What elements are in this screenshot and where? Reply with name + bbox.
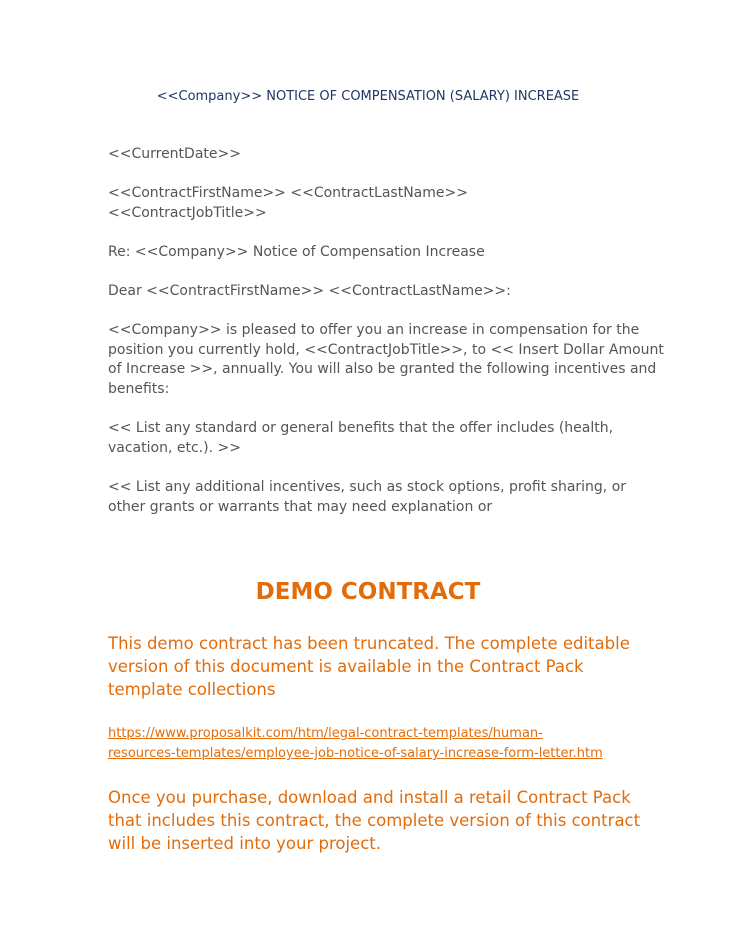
purchase-notice-line: will be inserted into your project. <box>108 834 381 853</box>
recipient-name: <<ContractFirstName>> <<ContractLastName>> <box>108 185 468 201</box>
demo-contract-heading: DEMO CONTRACT <box>255 579 481 605</box>
truncated-notice-line: template collections <box>108 680 276 699</box>
truncated-notice-line: version of this document is available in the Contract Pack <box>108 657 584 676</box>
proposalkit-link-line[interactable]: https://www.proposalkit.com/htm/legal-contract-templates/human- <box>108 726 543 741</box>
subject-text: Re: <<Company>> Notice of Compensation Increase <box>108 244 485 260</box>
salutation-text: Dear <<ContractFirstName>> <<ContractLastName>>: <box>108 283 511 299</box>
purchase-notice <box>108 786 668 855</box>
truncated-notice <box>108 632 668 701</box>
current-date <box>108 145 648 165</box>
recipient-block <box>108 184 648 223</box>
document-title: <<Company>> NOTICE OF COMPENSATION (SALARY) INCREASE <box>156 89 580 104</box>
recipient-job-title: <<ContractJobTitle>> <box>108 204 267 221</box>
incentives-line: other grants or warrants that may need explanation or <box>108 498 493 515</box>
offer-line: benefits: <box>108 380 170 397</box>
subject-line <box>108 243 648 263</box>
offer-line: <<Company>> is pleased to offer you an increase in compensation for the <box>108 322 640 338</box>
truncated-notice-line: This demo contract has been truncated. The complete editable <box>108 634 630 653</box>
incentives-paragraph <box>108 478 648 517</box>
offer-line: position you currently hold, <<ContractJobTitle>>, to << Insert Dollar Amount <box>108 341 664 358</box>
proposalkit-link[interactable] <box>108 724 648 764</box>
salutation <box>108 282 648 302</box>
offer-line: of Increase >>, annually. You will also be granted the following incentives and <box>108 361 657 378</box>
current-date-text: <<CurrentDate>> <box>108 146 241 162</box>
offer-paragraph <box>108 321 664 399</box>
purchase-notice-line: Once you purchase, download and install a retail Contract Pack <box>108 788 631 807</box>
purchase-notice-line: that includes this contract, the complete version of this contract <box>108 811 641 830</box>
incentives-line: << List any additional incentives, such as stock options, profit sharing, or <box>108 479 627 495</box>
benefits-line: << List any standard or general benefits that the offer includes (health, <box>108 420 614 436</box>
proposalkit-link-line[interactable]: resources-templates/employee-job-notice-of-salary-increase-form-letter.htm <box>108 746 603 761</box>
benefits-paragraph <box>108 419 648 458</box>
benefits-line: vacation, etc.). >> <box>108 439 241 456</box>
